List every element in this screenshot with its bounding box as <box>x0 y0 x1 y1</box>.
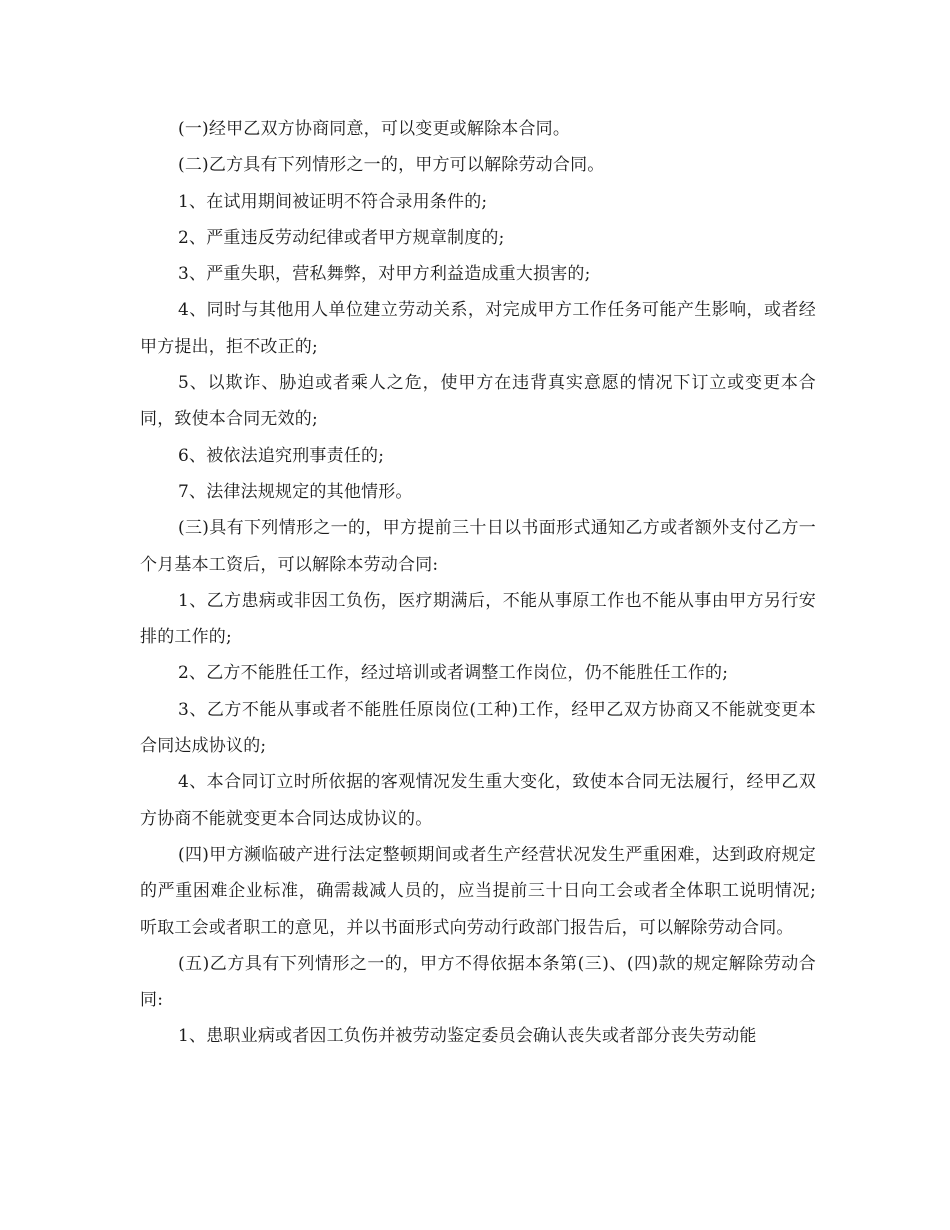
clause-2-paragraph: (二)乙方具有下列情形之一的，甲方可以解除劳动合同。 <box>178 155 605 176</box>
clause-2-item-7: 7、法律法规规定的其他情形。 <box>178 481 413 502</box>
clause-3-item-1: 1、乙方患病或非因工负伤，医疗期满后，不能从事原工作也不能从事由甲方另行安排的工作的; <box>140 590 816 648</box>
clause-2-item-6: 6、被依法追究刑事责任的; <box>178 445 385 466</box>
clause-1-paragraph: (一)经甲乙双方协商同意，可以变更或解除本合同。 <box>178 119 571 139</box>
clause-2-item-3: 3、严重失职，营私舞弊，对甲方利益造成重大损害的; <box>178 264 591 285</box>
clause-2-item-4: 4、同时与其他用人单位建立劳动关系，对完成甲方工作任务可能产生影响，或者经甲方提出，拒不改正的; <box>140 300 816 357</box>
clause-3-paragraph: (三)具有下列情形之一的，甲方提前三十日以书面形式通知乙方或者额外支付乙方一个月基本工资后，可以解除本劳动合同: <box>140 518 816 575</box>
clause-3-item-4: 4、本合同订立时所依据的客观情况发生重大变化，致使本合同无法履行，经甲乙双方协商不能就变更本合同达成协议的。 <box>140 772 816 829</box>
clause-5-item-1: 1、患职业病或者因工负伤并被劳动鉴定委员会确认丧失或者部分丧失劳动能 <box>178 1026 757 1047</box>
clause-2-item-5: 5、以欺诈、胁迫或者乘人之危，使甲方在违背真实意愿的情况下订立或变更本合同，致使本合同无效的; <box>140 373 816 430</box>
clause-4-paragraph: (四)甲方濒临破产进行法定整顿期间或者生产经营状况发生严重困难，达到政府规定的严重困难企业标准，确需裁减人员的，应当提前三十日向工会或者全体职工说明情况;听取工会或者职工的意见，并以书面形式向劳动行政部门报告后，可以解除劳动合同。 <box>140 844 816 938</box>
clause-3-item-2: 2、乙方不能胜任工作，经过培训或者调整工作岗位，仍不能胜任工作的; <box>178 663 729 684</box>
clause-5-paragraph: (五)乙方具有下列情形之一的，甲方不得依据本条第(三)、(四)款的规定解除劳动合同: <box>140 953 816 1011</box>
clause-2-item-2: 2、严重违反劳动纪律或者甲方规章制度的; <box>178 227 505 248</box>
clause-2-item-1: 1、在试用期间被证明不符合录用条件的; <box>178 191 488 212</box>
clause-3-item-3: 3、乙方不能从事或者不能胜任原岗位(工种)工作，经甲乙双方协商又不能就变更本合同达成协议的; <box>140 699 816 757</box>
contract-text-body <box>140 111 816 1055</box>
